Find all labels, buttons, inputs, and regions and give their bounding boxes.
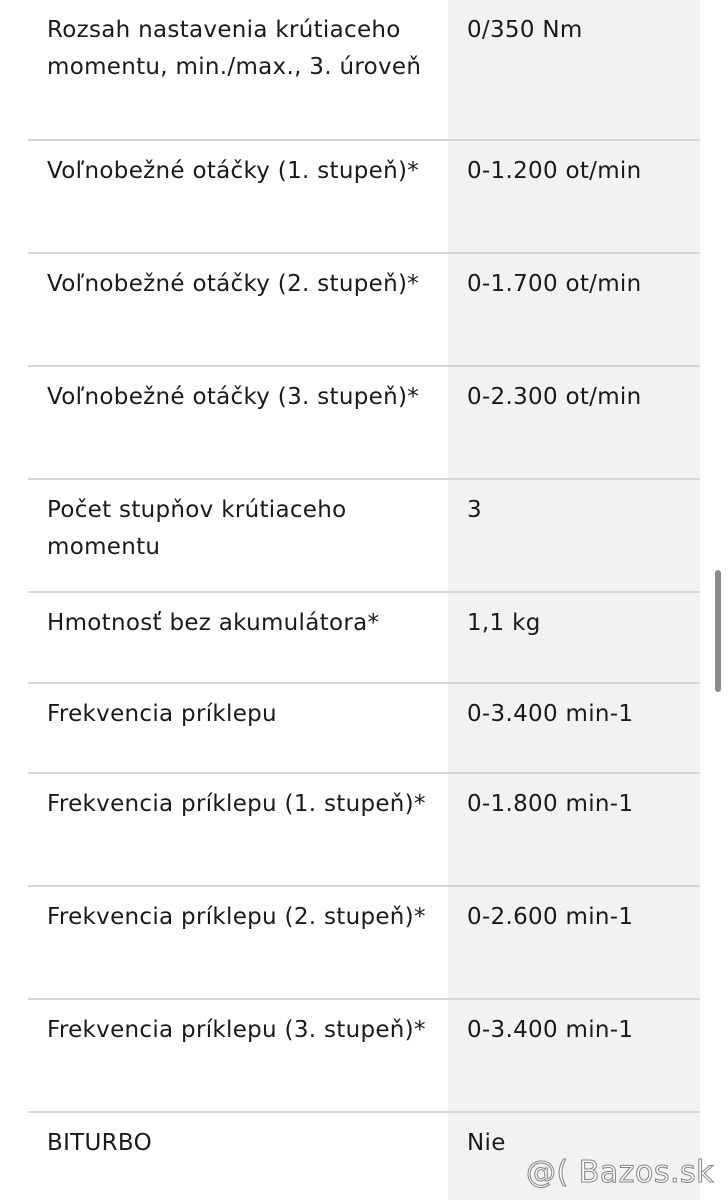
spec-row [28, 0, 700, 141]
spec-label: Frekvencia príklepu (2. stupeň)* [47, 904, 426, 930]
spec-row [28, 480, 700, 593]
spec-row [28, 774, 700, 887]
spec-row [28, 367, 700, 480]
spec-value: 0-3.400 min-1 [448, 1000, 700, 1111]
spec-row [28, 1000, 700, 1113]
spec-value: Nie [448, 1113, 700, 1200]
spec-value: 0-2.300 ot/min [448, 367, 700, 478]
spec-value: 0-2.600 min-1 [448, 887, 700, 998]
spec-table [28, 0, 700, 1200]
spec-label: Frekvencia príklepu (3. stupeň)* [47, 1017, 426, 1043]
spec-value: 0-1.700 ot/min [448, 254, 700, 365]
spec-value: 1,1 kg [448, 593, 700, 682]
spec-row [28, 141, 700, 254]
spec-value: 3 [448, 480, 700, 591]
spec-label: Voľnobežné otáčky (2. stupeň)* [47, 271, 420, 297]
watermark: @( Bazos.sk [526, 1155, 714, 1190]
spec-value: 0-3.400 min-1 [448, 684, 700, 772]
spec-value: 0-1.200 ot/min [448, 141, 700, 252]
spec-label: BITURBO [47, 1130, 153, 1156]
spec-value: 0-1.800 min-1 [448, 774, 700, 885]
scrollbar[interactable] [715, 570, 721, 692]
spec-label: Rozsah nastavenia krútiaceho momentu, min./max., 3. úroveň [47, 17, 422, 80]
spec-label: Frekvencia príklepu (1. stupeň)* [47, 791, 426, 817]
spec-label: Hmotnosť bez akumulátora* [47, 610, 380, 636]
spec-label: Voľnobežné otáčky (3. stupeň)* [47, 384, 420, 410]
spec-row [28, 593, 700, 684]
spec-row [28, 254, 700, 367]
spec-value: 0/350 Nm [448, 0, 700, 139]
spec-row [28, 684, 700, 774]
spec-label: Voľnobežné otáčky (1. stupeň)* [47, 158, 420, 184]
spec-label: Frekvencia príklepu [47, 701, 277, 727]
spec-label: Počet stupňov krútiaceho momentu [47, 497, 347, 560]
spec-row [28, 887, 700, 1000]
